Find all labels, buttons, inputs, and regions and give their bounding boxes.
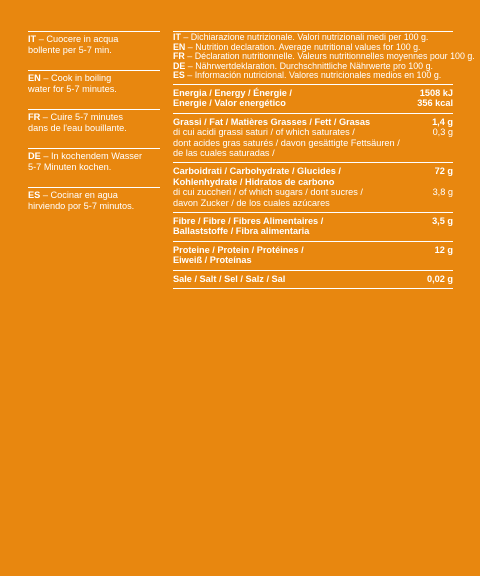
nutrient-value: 12 g bbox=[434, 244, 453, 255]
nutrient-value: 3,5 g bbox=[432, 216, 453, 227]
nutrient-value: 0,02 g bbox=[426, 273, 453, 284]
row-salt bbox=[173, 271, 453, 289]
lang-code: ES bbox=[173, 70, 185, 81]
nutrient-value: 1508 kJ bbox=[419, 87, 453, 98]
nutrient-sublabel: di cui zuccheri / of which sugars / dont sucres / bbox=[173, 187, 363, 198]
lang-code: IT bbox=[173, 32, 181, 42]
lang-code: DE bbox=[28, 151, 41, 161]
declaration-text: Déclaration nutritionnelle. Valeurs nutritionnelles moyennes pour 100 g. bbox=[194, 51, 475, 62]
nutrition-table bbox=[173, 31, 475, 289]
nutrient-sublabel: di cui acidi grassi saturi / of which saturates / bbox=[173, 127, 355, 138]
cooking-instructions bbox=[28, 31, 160, 225]
lang-code: ES bbox=[28, 190, 41, 200]
nutrient-value: 1,4 g bbox=[432, 116, 453, 127]
nutrient-label: Kohlenhydrate / Hidratos de carbono bbox=[173, 176, 335, 187]
cooking-text: Cuocere in acqua bbox=[46, 34, 119, 44]
nutrient-value: 72 g bbox=[434, 166, 453, 177]
nutrient-sublabel: de las cuales saturadas / bbox=[173, 148, 275, 158]
declaration-text: Información nutricional. Valores nutricionales medios en 100 g. bbox=[194, 70, 442, 81]
row-carbohydrate bbox=[173, 163, 453, 213]
nutrient-label: Proteine / Protein / Protéines / bbox=[173, 244, 304, 255]
lang-code: FR bbox=[28, 112, 41, 122]
cooking-text: bollente per 5-7 min. bbox=[28, 44, 112, 55]
cooking-de: DE – In kochendem Wasser 5-7 Minuten kochen. bbox=[28, 148, 160, 187]
cooking-es: ES – Cocinar en agua hirviendo por 5-7 minutos. bbox=[28, 187, 160, 225]
nutrient-sublabel: davon Zucker / de los cuales azúcares bbox=[173, 197, 330, 208]
cooking-en: EN – Cook in boiling water for 5-7 minutes. bbox=[28, 70, 160, 109]
declaration-text: Nutrition declaration. Average nutritional values for 100 g. bbox=[195, 41, 421, 52]
cooking-fr: FR – Cuire 5-7 minutes dans de l'eau bouillante. bbox=[28, 109, 160, 148]
row-fat bbox=[173, 114, 453, 164]
lang-code: EN bbox=[173, 41, 186, 52]
cooking-it: IT – Cuocere in acqua bollente per 5-7 min. bbox=[28, 31, 160, 70]
nutrient-label: Energie / Valor energético bbox=[173, 98, 286, 109]
row-protein bbox=[173, 242, 453, 271]
cooking-text: Cocinar en agua bbox=[50, 190, 118, 200]
cooking-text: In kochendem Wasser bbox=[50, 151, 143, 161]
nutrient-label: Fibre / Fibre / Fibres Alimentaires / bbox=[173, 216, 324, 227]
declaration-text: Dichiarazione nutrizionale. Valori nutrizionali medi per 100 g. bbox=[190, 32, 429, 42]
nutrient-sublabel: dont acides gras saturés / davon gesättigte Fettsäuren / bbox=[173, 137, 400, 148]
lang-code: IT bbox=[28, 34, 37, 44]
nutrient-subvalue: 3,8 g bbox=[432, 187, 453, 198]
cooking-text: Cuire 5-7 minutes bbox=[50, 112, 123, 122]
row-fibre bbox=[173, 213, 453, 242]
cooking-text: dans de l'eau bouillante. bbox=[28, 122, 127, 133]
lang-code: FR bbox=[173, 51, 185, 62]
declaration-text: Nährwertdeklaration. Durchschnittliche Nährwerte pro 100 g. bbox=[195, 60, 433, 71]
cooking-text: water for 5-7 minutes. bbox=[28, 83, 117, 94]
lang-code: EN bbox=[28, 73, 41, 83]
row-energy bbox=[173, 85, 453, 114]
cooking-text: Cook in boiling bbox=[50, 73, 112, 83]
cooking-text: hirviendo por 5-7 minutos. bbox=[28, 200, 135, 211]
lang-code: DE bbox=[173, 60, 186, 71]
nutrition-declaration: IT – Dichiarazione nutrizionale. Valori nutrizionali medi per 100 g. EN – Nutrition declaration. Average nutritional values for 100 g. FR – Déclaration nutritionnelle. Valeurs nutritionnelles moyennes pour 100 g. DE – Nährwertdeklaration. Durchschnittliche Nährwerte pro 100 g. ES – Información nutricional. Valores nutricionales medios en 100 g. bbox=[173, 31, 453, 85]
cooking-text: 5-7 Minuten kochen. bbox=[28, 161, 112, 172]
nutrient-value: 356 kcal bbox=[417, 98, 453, 109]
nutrient-label: Sale / Salt / Sel / Salz / Sal bbox=[173, 273, 286, 284]
nutrient-label: Ballaststoffe / Fibra alimentaria bbox=[173, 226, 310, 237]
nutrient-label: Grassi / Fat / Matières Grasses / Fett / Grasas bbox=[173, 116, 371, 127]
nutrient-label: Energia / Energy / Énergie / bbox=[173, 87, 292, 98]
nutrient-subvalue: 0,3 g bbox=[432, 127, 453, 138]
nutrient-label: Carboidrati / Carbohydrate / Glucides / bbox=[173, 166, 341, 177]
nutrient-label: Eiweiß / Proteínas bbox=[173, 255, 252, 266]
